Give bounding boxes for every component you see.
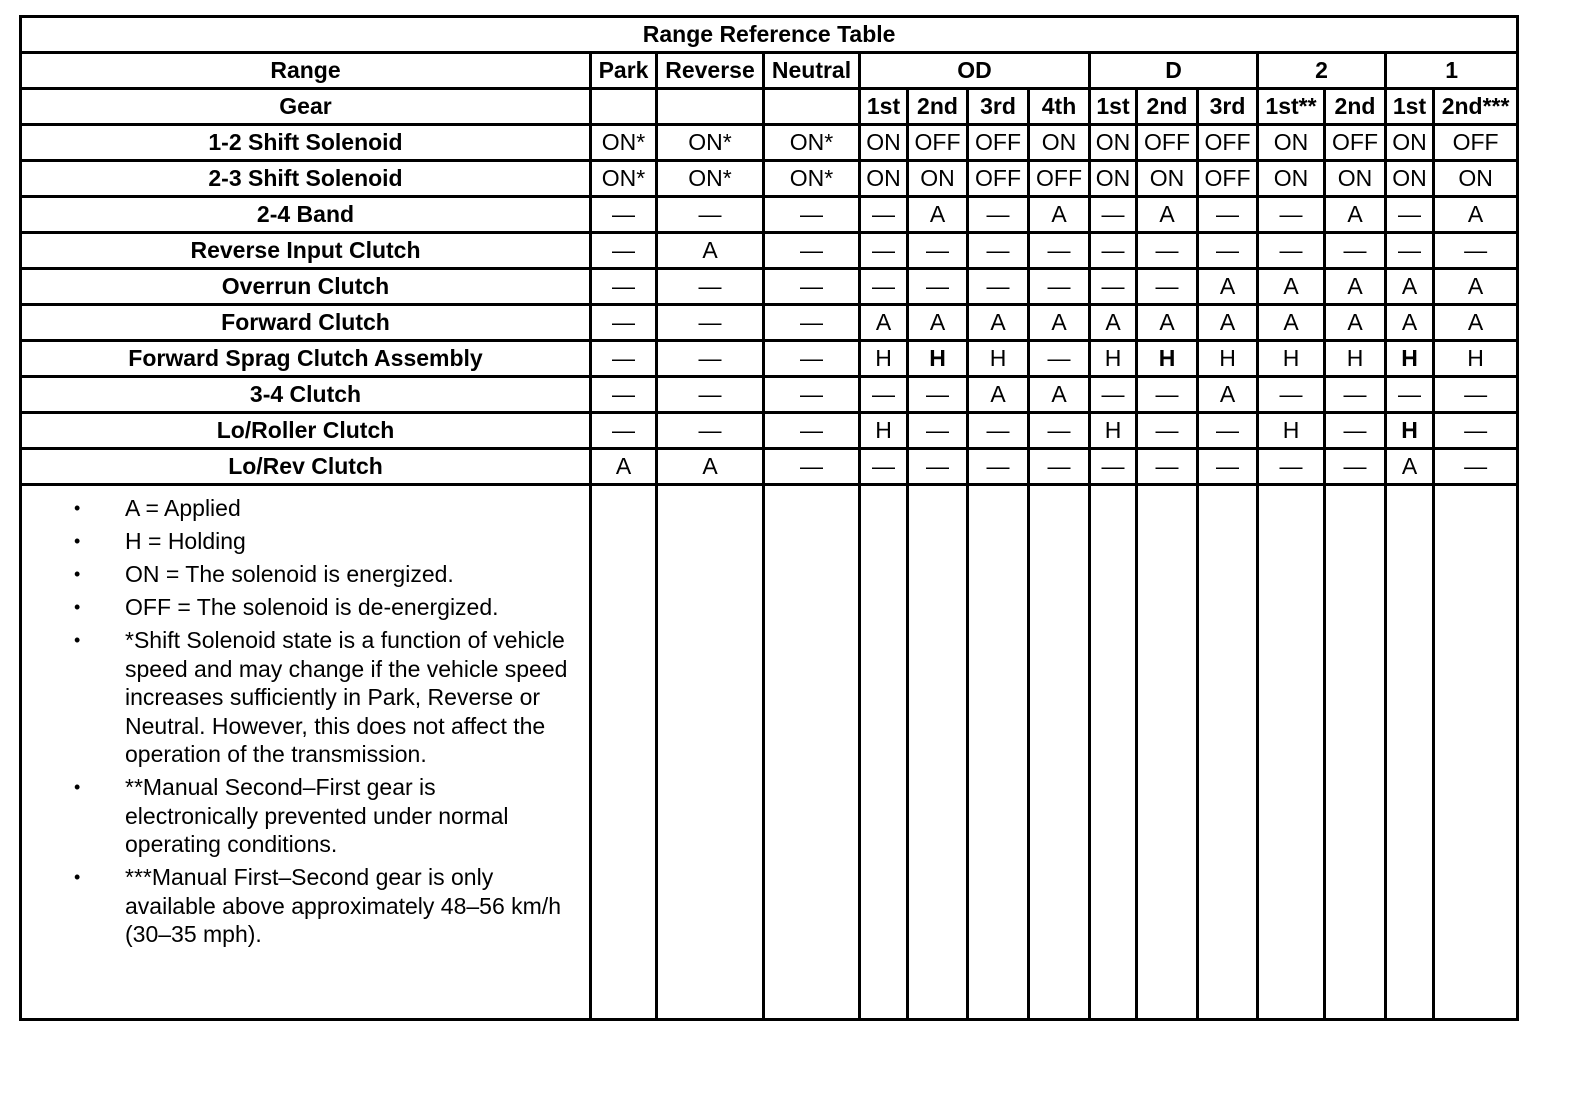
table-row (21, 413, 1518, 449)
title-row (21, 17, 1518, 53)
table-cell: H (1386, 413, 1434, 449)
row-label: Forward Clutch (21, 305, 591, 341)
table-cell: — (1137, 377, 1198, 413)
table-cell: — (1258, 449, 1325, 485)
table-cell: — (591, 269, 657, 305)
table-cell: A (1258, 305, 1325, 341)
table-cell: A (1137, 305, 1198, 341)
gear-header-cell: 1st (1386, 89, 1434, 125)
table-cell: — (1029, 341, 1090, 377)
table-cell: — (1029, 233, 1090, 269)
table-cell: — (968, 269, 1029, 305)
table-cell: A (968, 305, 1029, 341)
table-cell: A (1386, 269, 1434, 305)
table-cell: A (908, 305, 968, 341)
empty-notes-cell (1029, 485, 1090, 1020)
gear-header-cell (591, 89, 657, 125)
table-cell: A (1434, 197, 1518, 233)
gear-header-row (21, 89, 1518, 125)
row-label: 2-3 Shift Solenoid (21, 161, 591, 197)
gear-header-cell: 3rd (1198, 89, 1258, 125)
table-cell: H (860, 413, 908, 449)
table-cell: — (1137, 413, 1198, 449)
table-cell: OFF (1137, 125, 1198, 161)
table-cell: — (764, 449, 860, 485)
gear-header-cell: 1st (860, 89, 908, 125)
table-cell: — (1198, 413, 1258, 449)
table-cell: — (1434, 233, 1518, 269)
table-cell: — (1386, 197, 1434, 233)
table-cell: A (1325, 269, 1386, 305)
bullet-icon: • (74, 630, 81, 650)
note-item (22, 527, 589, 556)
table-cell: — (1137, 269, 1198, 305)
table-cell: ON* (657, 161, 764, 197)
table-cell: A (1137, 197, 1198, 233)
table-cell: — (1090, 449, 1137, 485)
table-cell: — (764, 377, 860, 413)
table-cell: ON (1434, 161, 1518, 197)
table-cell: — (591, 197, 657, 233)
note-text: **Manual Second–First gear is electronically prevented under normal operating conditions. (125, 774, 509, 857)
table-cell: — (908, 377, 968, 413)
table-cell: A (908, 197, 968, 233)
table-cell: H (968, 341, 1029, 377)
table-cell: — (1090, 377, 1137, 413)
table-cell: ON (860, 125, 908, 161)
gear-header-cell: 3rd (968, 89, 1029, 125)
table-cell: — (1434, 449, 1518, 485)
table-cell: — (764, 305, 860, 341)
table-cell: — (1137, 449, 1198, 485)
table-cell: — (591, 341, 657, 377)
table-cell: — (764, 341, 860, 377)
table-cell: — (764, 233, 860, 269)
table-cell: H (860, 341, 908, 377)
note-text: A = Applied (125, 495, 241, 521)
table-cell: — (1386, 377, 1434, 413)
table-cell: — (1258, 197, 1325, 233)
table-cell: — (657, 269, 764, 305)
table-row (21, 125, 1518, 161)
table-cell: — (1198, 449, 1258, 485)
row-label: Overrun Clutch (21, 269, 591, 305)
table-cell: — (968, 197, 1029, 233)
table-cell: — (764, 413, 860, 449)
table-row (21, 341, 1518, 377)
table-cell: A (1325, 197, 1386, 233)
table-cell: H (1258, 341, 1325, 377)
table-cell: — (860, 377, 908, 413)
table-cell: — (968, 233, 1029, 269)
table-cell: ON (1090, 125, 1137, 161)
table-cell: — (1090, 233, 1137, 269)
range-group-1: Reverse (657, 53, 764, 89)
table-cell: ON* (764, 125, 860, 161)
table-cell: H (1386, 341, 1434, 377)
bullet-icon: • (74, 867, 81, 887)
table-cell: — (1137, 233, 1198, 269)
table-title: Range Reference Table (21, 17, 1518, 53)
gear-header-cell (764, 89, 860, 125)
range-group-6: 1 (1386, 53, 1518, 89)
table-cell: A (1434, 305, 1518, 341)
table-cell: — (1258, 233, 1325, 269)
table-cell: A (1434, 269, 1518, 305)
table-cell: — (1029, 269, 1090, 305)
range-header-label: Range (21, 53, 591, 89)
table-cell: H (1434, 341, 1518, 377)
range-group-3: OD (860, 53, 1090, 89)
table-cell: H (1137, 341, 1198, 377)
range-group-5: 2 (1258, 53, 1386, 89)
table-row (21, 377, 1518, 413)
table-cell: H (1090, 341, 1137, 377)
row-label: 3-4 Clutch (21, 377, 591, 413)
table-row (21, 449, 1518, 485)
table-cell: — (591, 377, 657, 413)
table-cell: ON (1029, 125, 1090, 161)
empty-notes-cell (1090, 485, 1137, 1020)
note-item (22, 626, 589, 769)
gear-header-cell: 2nd (1137, 89, 1198, 125)
note-text: H = Holding (125, 528, 246, 554)
table-cell: H (908, 341, 968, 377)
table-cell: ON* (764, 161, 860, 197)
gear-header-cell: 4th (1029, 89, 1090, 125)
gear-header-cell: 1st (1090, 89, 1137, 125)
table-cell: — (764, 269, 860, 305)
note-item (22, 863, 589, 949)
table-cell: — (860, 197, 908, 233)
table-cell: — (1029, 413, 1090, 449)
table-cell: — (1325, 449, 1386, 485)
note-text: OFF = The solenoid is de-energized. (125, 594, 499, 620)
table-cell: A (657, 449, 764, 485)
range-group-4: D (1090, 53, 1258, 89)
empty-notes-cell (1258, 485, 1325, 1020)
note-text: ***Manual First–Second gear is only available above approximately 48–56 km/h (30–35 mph). (125, 864, 561, 947)
empty-notes-cell (860, 485, 908, 1020)
note-text: ON = The solenoid is energized. (125, 561, 454, 587)
table-cell: A (1325, 305, 1386, 341)
empty-notes-cell (1325, 485, 1386, 1020)
table-cell: OFF (1029, 161, 1090, 197)
row-label: Reverse Input Clutch (21, 233, 591, 269)
empty-notes-cell (1434, 485, 1518, 1020)
bullet-icon: • (74, 597, 81, 617)
notes-cell (21, 485, 591, 1020)
bullet-icon: • (74, 531, 81, 551)
table-cell: — (968, 413, 1029, 449)
note-item (22, 593, 589, 622)
range-group-0: Park (591, 53, 657, 89)
table-cell: H (1198, 341, 1258, 377)
table-cell: A (1029, 197, 1090, 233)
table-cell: — (657, 377, 764, 413)
note-item (22, 560, 589, 589)
table-cell: ON* (657, 125, 764, 161)
table-row (21, 233, 1518, 269)
table-cell: — (908, 233, 968, 269)
table-cell: OFF (968, 125, 1029, 161)
empty-notes-cell (1198, 485, 1258, 1020)
table-cell: — (591, 233, 657, 269)
table-cell: OFF (1198, 125, 1258, 161)
bullet-icon: • (74, 564, 81, 584)
table-cell: OFF (968, 161, 1029, 197)
table-cell: A (591, 449, 657, 485)
range-reference-table (19, 15, 1519, 1021)
table-cell: A (1386, 305, 1434, 341)
empty-notes-cell (764, 485, 860, 1020)
row-label: Lo/Rev Clutch (21, 449, 591, 485)
table-cell: ON (860, 161, 908, 197)
gear-header-cell: 2nd*** (1434, 89, 1518, 125)
table-cell: A (1198, 305, 1258, 341)
table-cell: — (908, 449, 968, 485)
table-cell: — (1198, 233, 1258, 269)
table-cell: — (968, 449, 1029, 485)
gear-header-cell: 1st** (1258, 89, 1325, 125)
row-label: 1-2 Shift Solenoid (21, 125, 591, 161)
table-cell: A (1258, 269, 1325, 305)
table-cell: A (1198, 269, 1258, 305)
table-cell: A (657, 233, 764, 269)
table-cell: OFF (1198, 161, 1258, 197)
table-cell: — (764, 197, 860, 233)
gear-header-label: Gear (21, 89, 591, 125)
note-text: *Shift Solenoid state is a function of vehicle speed and may change if the vehicle speed increases sufficiently in Park, Reverse or Neutral. However, this does not affect the operation of the transmission. (125, 627, 568, 767)
table-cell: OFF (1434, 125, 1518, 161)
table-cell: A (1029, 377, 1090, 413)
note-item (22, 773, 589, 859)
row-label: Forward Sprag Clutch Assembly (21, 341, 591, 377)
gear-header-cell (657, 89, 764, 125)
notes-list (22, 486, 589, 949)
table-cell: OFF (908, 125, 968, 161)
table-cell: ON (908, 161, 968, 197)
table-cell: H (1090, 413, 1137, 449)
table-cell: — (1325, 377, 1386, 413)
table-cell: — (860, 449, 908, 485)
table-cell: A (860, 305, 908, 341)
table-cell: — (591, 305, 657, 341)
table-row (21, 269, 1518, 305)
empty-notes-cell (968, 485, 1029, 1020)
table-row (21, 197, 1518, 233)
table-cell: H (1325, 341, 1386, 377)
table-cell: — (1090, 269, 1137, 305)
table-cell: A (1029, 305, 1090, 341)
table-cell: — (657, 413, 764, 449)
empty-notes-cell (657, 485, 764, 1020)
table-row (21, 161, 1518, 197)
table-cell: A (968, 377, 1029, 413)
table-cell: ON (1258, 161, 1325, 197)
range-group-2: Neutral (764, 53, 860, 89)
note-item (22, 494, 589, 523)
table-cell: — (657, 341, 764, 377)
empty-notes-cell (1386, 485, 1434, 1020)
empty-notes-cell (1137, 485, 1198, 1020)
table-cell: H (1258, 413, 1325, 449)
table-cell: ON (1386, 161, 1434, 197)
table-cell: A (1386, 449, 1434, 485)
row-label: 2-4 Band (21, 197, 591, 233)
row-label: Lo/Roller Clutch (21, 413, 591, 449)
table-cell: — (908, 413, 968, 449)
table-cell: ON (1090, 161, 1137, 197)
table-cell: ON (1258, 125, 1325, 161)
table-cell: ON* (591, 161, 657, 197)
table-cell: ON (1137, 161, 1198, 197)
notes-row (21, 485, 1518, 1020)
table-cell: — (860, 233, 908, 269)
table-cell: OFF (1325, 125, 1386, 161)
table-cell: — (908, 269, 968, 305)
table-cell: — (1386, 233, 1434, 269)
table-cell: — (591, 413, 657, 449)
table-cell: — (860, 269, 908, 305)
table-cell: — (1258, 377, 1325, 413)
table-cell: — (657, 305, 764, 341)
bullet-icon: • (74, 498, 81, 518)
table-cell: — (1325, 233, 1386, 269)
bullet-icon: • (74, 777, 81, 797)
empty-notes-cell (591, 485, 657, 1020)
table-cell: — (1198, 197, 1258, 233)
gear-header-cell: 2nd (1325, 89, 1386, 125)
table-cell: — (1434, 413, 1518, 449)
table-cell: — (1434, 377, 1518, 413)
table-cell: ON (1325, 161, 1386, 197)
range-header-row (21, 53, 1518, 89)
gear-header-cell: 2nd (908, 89, 968, 125)
table-row (21, 305, 1518, 341)
table-cell: — (657, 197, 764, 233)
table-cell: ON (1386, 125, 1434, 161)
table-cell: — (1090, 197, 1137, 233)
table-cell: — (1325, 413, 1386, 449)
empty-notes-cell (908, 485, 968, 1020)
table-cell: ON* (591, 125, 657, 161)
table-cell: — (1029, 449, 1090, 485)
table-cell: A (1090, 305, 1137, 341)
table-cell: A (1198, 377, 1258, 413)
